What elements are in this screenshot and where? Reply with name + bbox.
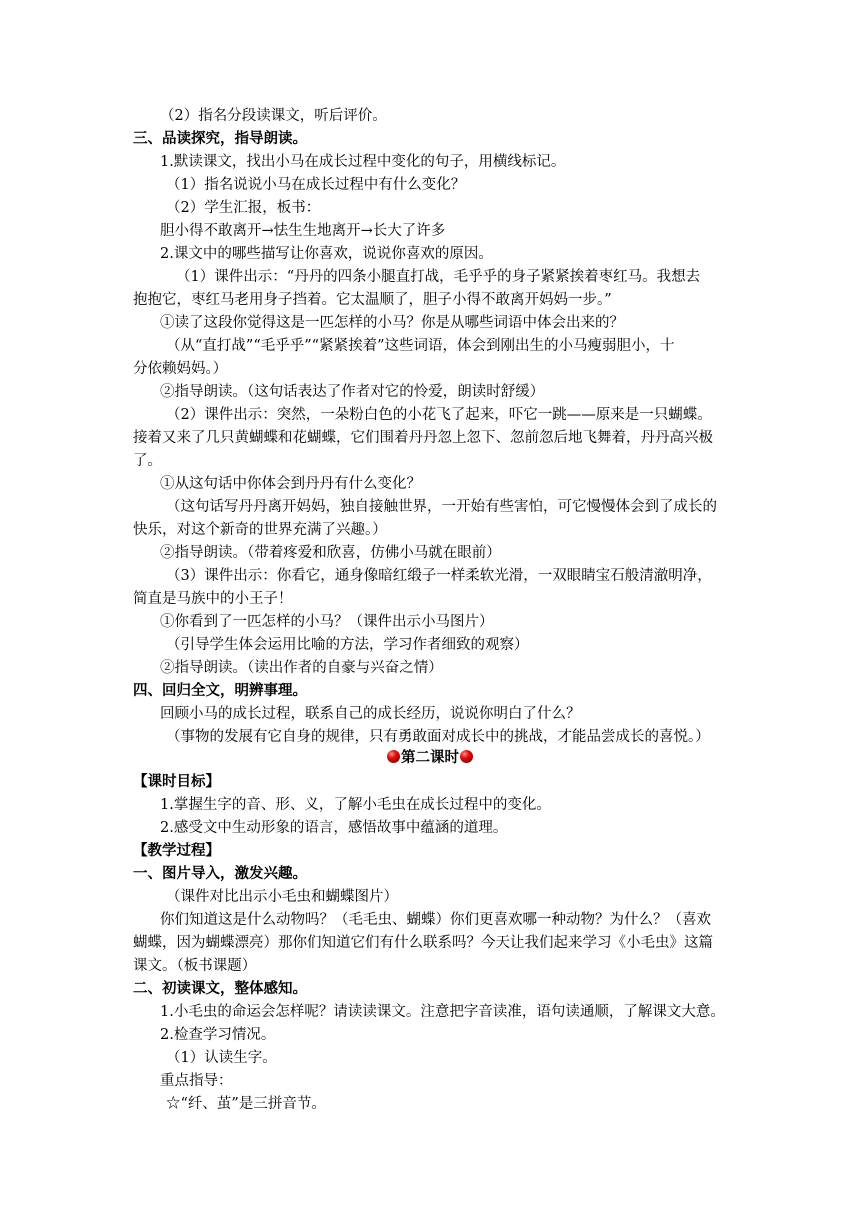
text-line: （2）学生汇报，板书： — [166, 200, 321, 216]
text-line: 分依赖妈妈。） — [133, 361, 228, 377]
text-line: 你们知道这是什么动物吗？（毛毛虫、蝴蝶）你们更喜欢哪一种动物？为什么？（喜欢 — [160, 912, 711, 928]
text-line: ②指导朗读。（带着疼爱和欣喜，仿佛小马就在眼前） — [160, 545, 501, 561]
text-line: 课文。（板书课题） — [133, 958, 257, 974]
text-line: 1.默读课文，找出小马在成长过程中变化的句子，用横线标记。 — [160, 154, 566, 170]
text-line: 抱抱它，枣红马老用身子挡着。它太温顺了，胆子小得不敢离开妈妈一步。” — [133, 292, 612, 308]
text-line: 蝴蝶，因为蝴蝶漂亮）那你们知道它们有什么联系吗？今天让我们起来学习《小毛虫》这篇 — [133, 935, 713, 951]
text-line: （事物的发展有它自身的规律，只有勇敢面对成长中的挑战，才能品尝成长的喜悦。） — [166, 729, 710, 745]
red-ball-icon — [387, 750, 400, 763]
text-line: 快乐，对这个新奇的世界充满了兴趣。） — [133, 522, 387, 538]
text-line: 1.掌握生字的音、形、义，了解小毛虫在成长过程中的变化。 — [160, 797, 551, 813]
text-line: ①从这句话中你体会到丹丹有什么变化？ — [160, 476, 421, 492]
section-heading: 四、回归全文，明辨事理。 — [133, 683, 307, 699]
text-line: 胆小得不敢离开→怯生生地离开→长大了许多 — [160, 223, 446, 239]
text-line: ②指导朗读。（这句话表达了作者对它的怜爱，朗读时舒缓） — [160, 384, 545, 400]
text-line: 重点指导： — [160, 1073, 233, 1089]
section-heading: 一、图片导入，激发兴趣。 — [133, 866, 307, 882]
section-heading: 三、品读探究，指导朗读。 — [133, 131, 307, 147]
text-line: ①你看到了一匹怎样的小马？（课件出示小马图片） — [160, 614, 494, 630]
text-line: （1）指名说说小马在成长过程中有什么变化？ — [166, 177, 466, 193]
text-line: （从“直打战”“毛乎乎”“紧紧挨着”这些词语，体会到刚出生的小马瘦弱胆小，十 — [166, 338, 675, 354]
lesson-title-row — [0, 749, 860, 767]
text-line: （2）指名分段读课文，听后评价。 — [160, 108, 387, 124]
text-line: 2.感受文中生动形象的语言，感悟故事中蕴涵的道理。 — [160, 820, 508, 836]
section-heading: 【课时目标】 — [133, 774, 220, 790]
text-line: 1.小毛虫的命运会怎样呢？请读读课文。注意把字音读准，语句读通顺，了解课文大意。 — [160, 1004, 725, 1020]
text-line: 接着又来了几只黄蝴蝶和花蝴蝶，它们围着丹丹忽上忽下、忽前忽后地飞舞着，丹丹高兴极 — [133, 430, 713, 446]
text-line: ①读了这段你觉得这是一匹怎样的小马？你是从哪些词语中体会出来的？ — [160, 315, 624, 331]
text-line: ☆“纤、茧”是三拼音节。 — [166, 1096, 326, 1112]
text-line: （1）课件出示：“丹丹的四条小腿直打战，毛乎乎的身子紧紧挨着枣红马。我想去 — [176, 269, 701, 285]
text-line: （引导学生体会运用比喻的方法，学习作者细致的观察） — [166, 637, 529, 653]
lesson-title: 第二课时 — [401, 750, 459, 766]
section-heading: 【教学过程】 — [133, 843, 220, 859]
red-ball-icon — [460, 750, 473, 763]
text-line: 2.课文中的哪些描写让你喜欢，说说你喜欢的原因。 — [160, 246, 493, 262]
section-heading: 二、初读课文，整体感知。 — [133, 981, 307, 997]
text-line: ②指导朗读。（读出作者的自豪与兴奋之情） — [160, 660, 443, 676]
text-line: 简直是马族中的小王子！ — [133, 591, 293, 607]
text-line: 回顾小马的成长过程，联系自己的成长经历，说说你明白了什么？ — [160, 706, 581, 722]
text-line: （1）认读生字。 — [166, 1050, 277, 1066]
text-line: （这句话写丹丹离开妈妈，独自接触世界，一开始有些害怕，可它慢慢体会到了成长的 — [166, 499, 717, 515]
text-line: 2.检查学习情况。 — [160, 1027, 276, 1043]
text-line: （3）课件出示：你看它，通身像暗红缎子一样柔软光滑，一双眼睛宝石般清澈明净， — [166, 568, 712, 584]
text-line: （2）课件出示：突然，一朵粉白色的小花飞了起来，吓它一跳——原来是一只蝴蝶。 — [166, 407, 712, 423]
text-line: 了。 — [133, 453, 162, 469]
text-line: （课件对比出示小毛虫和蝴蝶图片） — [166, 889, 398, 905]
